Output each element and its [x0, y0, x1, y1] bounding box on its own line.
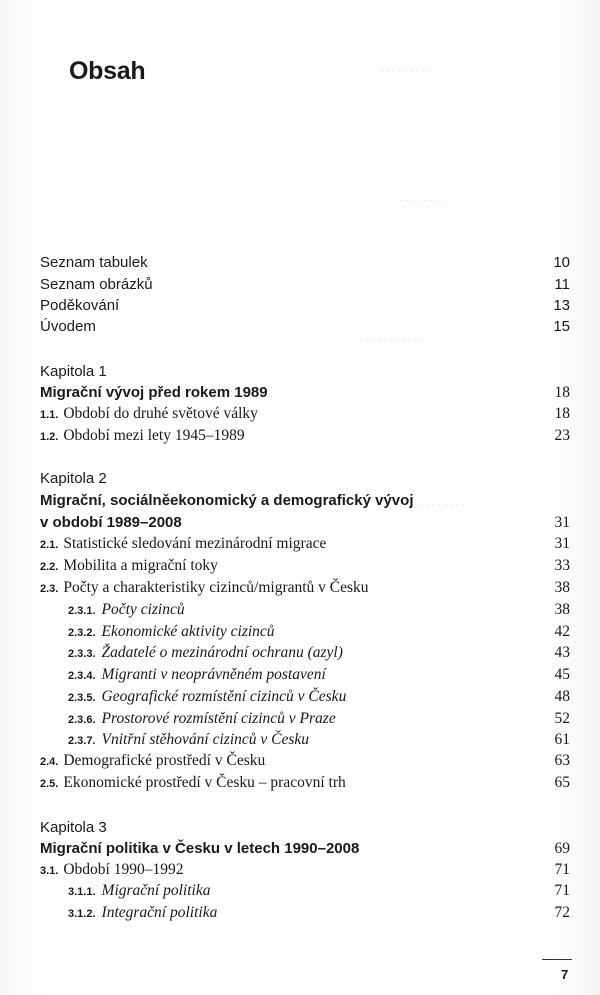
section-number: 2.3.6. — [68, 714, 96, 726]
section-number: 2.3.2. — [68, 627, 96, 639]
toc-section — [40, 752, 570, 774]
section-title: Migranti v neoprávněném postavení — [101, 666, 326, 683]
toc-entry-page: 11 — [554, 276, 570, 293]
toc-entry-page: 23 — [554, 427, 570, 444]
toc-subsection — [68, 688, 570, 710]
section-number: 2.3.3. — [68, 648, 96, 660]
toc-entry-page: 18 — [554, 405, 570, 422]
section-title: Období 1990–1992 — [63, 861, 184, 878]
toc-entry-page: 33 — [554, 557, 570, 574]
section-title: Prostorové rozmístění cizinců v Praze — [101, 710, 336, 727]
section-title: Počty cizinců — [101, 601, 185, 618]
section-title: Ekonomické aktivity cizinců — [101, 623, 275, 640]
section-title: Demografické prostředí v Česku — [63, 752, 266, 769]
section-title: Vnitřní stěhování cizinců v Česku — [101, 731, 310, 748]
chapter-label: Kapitola 1 — [40, 363, 107, 380]
toc-section — [40, 774, 570, 796]
page-title: Obsah — [69, 57, 146, 85]
toc-entry-page: 38 — [554, 601, 570, 618]
toc-entry-page: 71 — [554, 861, 570, 878]
section-number: 2.1. — [40, 539, 59, 551]
section-number: 2.3.7. — [68, 735, 96, 747]
toc-entry-page: 13 — [553, 297, 570, 314]
toc-entry-page: 65 — [554, 774, 570, 791]
toc-section — [40, 579, 570, 601]
toc-entry-title: Seznam obrázků — [40, 276, 153, 293]
toc-section — [40, 861, 570, 883]
toc-entry-page: 52 — [554, 710, 570, 727]
toc-entry-page: 15 — [553, 318, 570, 335]
toc-entry-front — [40, 276, 570, 298]
toc-entry-page: 61 — [554, 731, 570, 748]
toc-section — [40, 427, 570, 449]
toc-entry-page: 18 — [554, 384, 570, 401]
show-through-text: . . . . . . . . . . . — [360, 330, 423, 344]
section-number: 2.2. — [40, 561, 59, 573]
toc-subsection — [68, 601, 570, 623]
toc-section — [40, 535, 570, 557]
section-title: Období mezi lety 1945–1989 — [63, 427, 245, 444]
toc-subsection — [68, 666, 570, 688]
section-number: 3.1.2. — [68, 908, 96, 920]
section-title: Geografické rozmístění cizinců v Česku — [101, 688, 347, 705]
toc-subsection — [68, 904, 570, 926]
section-title: Statistické sledování mezinárodní migrace — [63, 535, 327, 552]
toc-entry-page: 69 — [554, 840, 570, 857]
toc-subsection — [68, 731, 570, 753]
toc-subsection — [68, 710, 570, 732]
toc-entry-front — [40, 318, 570, 340]
toc-entry-page: 31 — [554, 535, 570, 552]
section-title: Počty a charakteristiky cizinců/migrantů v Česku — [63, 579, 369, 596]
footer-rule — [542, 959, 572, 960]
toc-subsection — [68, 623, 570, 645]
toc-entry-title: Úvodem — [40, 318, 96, 335]
toc-entry-page: 48 — [554, 688, 570, 705]
section-number: 2.3.1. — [68, 605, 96, 617]
toc-entry-title: Poděkování — [40, 297, 120, 314]
section-title: Migrační politika — [101, 882, 211, 899]
chapter-title: Migrační politika v Česku v letech 1990–2008 69 — [40, 840, 570, 857]
toc-entry-page: 31 — [554, 514, 570, 531]
toc-entry-page: 63 — [554, 752, 570, 769]
toc-entry-page: 45 — [554, 666, 570, 683]
toc-entry-page: 43 — [554, 644, 570, 661]
toc-entry-page: 71 — [554, 882, 570, 899]
toc-subsection — [68, 644, 570, 666]
chapter-label: Kapitola 2 — [40, 470, 107, 487]
show-through-text: . . . . . . . . — [420, 495, 465, 509]
toc-section — [40, 557, 570, 579]
section-title: Integrační politika — [101, 904, 218, 921]
section-number: 3.1. — [40, 865, 59, 877]
toc-entry-page: 10 — [553, 254, 570, 271]
chapter-title: Migrační, sociálněekonomický a demografický vývoj — [40, 492, 414, 509]
page-number: 7 — [561, 967, 569, 982]
toc-entry-page: 72 — [554, 904, 570, 921]
toc-subsection — [68, 882, 570, 904]
chapter-label: Kapitola 3 — [40, 819, 107, 836]
chapter-title: Migrační vývoj před rokem 1989 18 — [40, 384, 570, 401]
toc-entry-front — [40, 297, 570, 319]
section-title: Mobilita a migrační toky — [63, 557, 218, 574]
section-number: 2.5. — [40, 778, 59, 790]
section-number: 2.3.4. — [68, 670, 96, 682]
toc-section — [40, 405, 570, 427]
section-title: Období do druhé světové války — [63, 405, 258, 422]
section-number: 2.4. — [40, 756, 59, 768]
section-title: Žadatelé o mezinárodní ochranu (azyl) — [101, 644, 343, 661]
show-through-text: . . . . . . . . . — [380, 60, 431, 74]
section-number: 2.3. — [40, 583, 59, 595]
chapter-title: v období 1989–2008 31 — [40, 514, 570, 531]
section-number: 2.3.5. — [68, 692, 96, 704]
toc-entry-front — [40, 254, 570, 276]
section-title: Ekonomické prostředí v Česku – pracovní trh — [63, 774, 346, 791]
toc-entry-page: 38 — [554, 579, 570, 596]
toc-entry-title: Seznam tabulek — [40, 254, 148, 271]
section-number: 1.1. — [40, 409, 59, 421]
toc-entry-page: 42 — [554, 623, 570, 640]
section-number: 1.2. — [40, 431, 59, 443]
section-number: 3.1.1. — [68, 886, 96, 898]
show-through-text: . . . . . . . . — [400, 190, 445, 204]
